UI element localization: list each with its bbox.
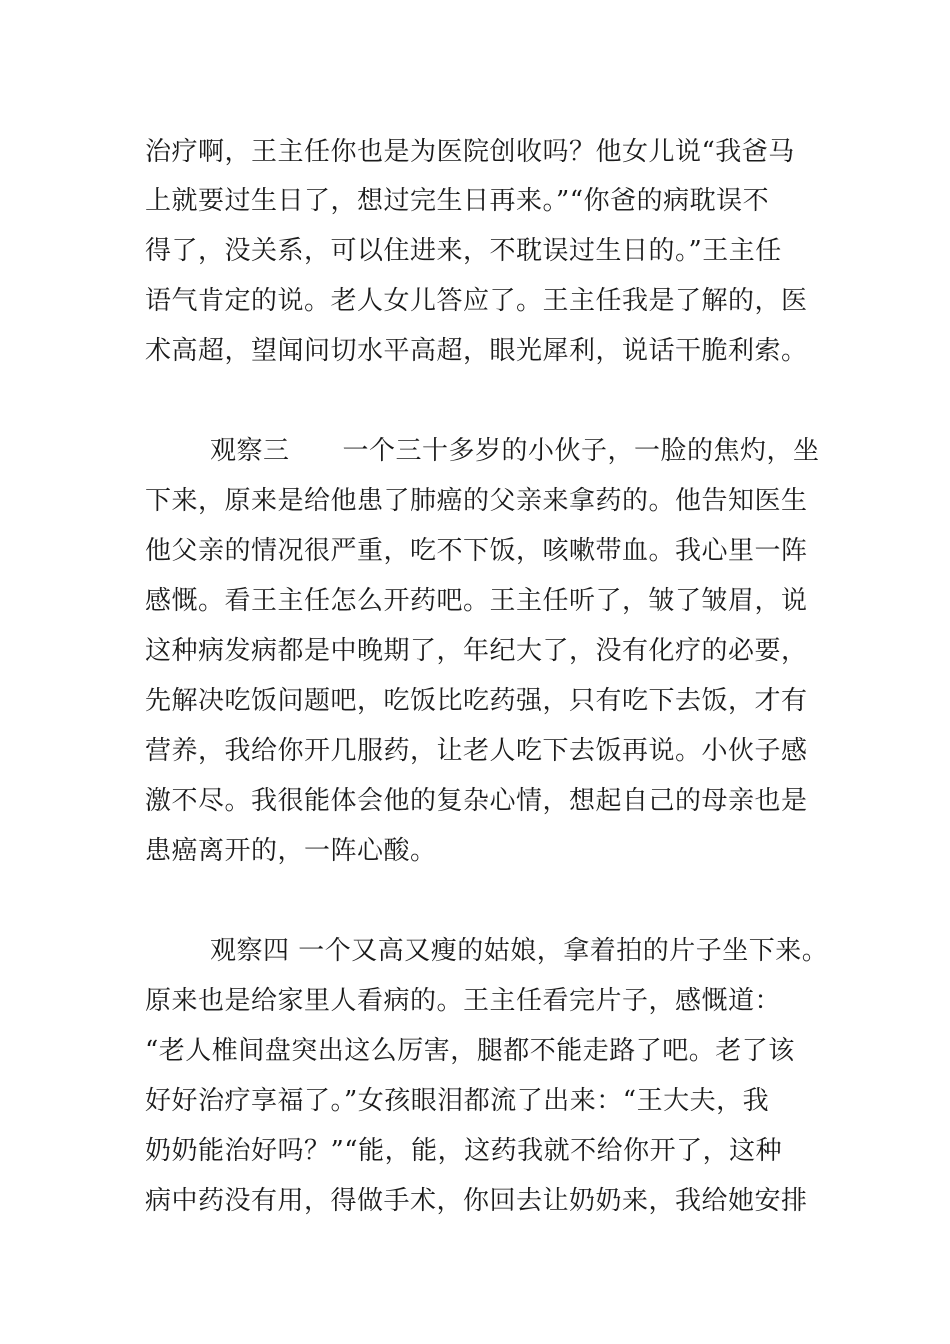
text-line: 得了，没关系，可以住进来，不耽误过生日的。”王主任 xyxy=(145,236,782,266)
text-line: 他父亲的情况很严重，吃不下饭，咳嗽带血。我心里一阵 xyxy=(145,536,808,566)
text-line: 奶奶能治好吗？”“能，能，这药我就不给你开了，这种 xyxy=(145,1136,783,1166)
text-line: 好好治疗享福了。”女孩眼泪都流了出来：“王大夫，我 xyxy=(145,1086,770,1116)
text-line: 上就要过生日了，想过完生日再来。”“你爸的病耽误不 xyxy=(145,186,770,216)
paragraph-start-observation-three: 观察三 一个三十多岁的小伙子，一脸的焦灼，坐 xyxy=(210,436,820,466)
text-line: 术高超，望闻问切水平高超，眼光犀利，说话干脆利索。 xyxy=(145,336,808,366)
text-line: 激不尽。我很能体会他的复杂心情，想起自己的母亲也是 xyxy=(145,786,808,816)
text-line: 营养，我给你开几服药，让老人吃下去饭再说。小伙子感 xyxy=(145,736,808,766)
text-line: 治疗啊，王主任你也是为医院创收吗？他女儿说“我爸马 xyxy=(145,137,795,167)
text-line: 原来也是给家里人看病的。王主任看完片子，感慨道： xyxy=(145,986,782,1016)
text-line: “老人椎间盘突出这么厉害，腿都不能走路了吧。老了该 xyxy=(145,1036,795,1066)
text-line: 感慨。看王主任怎么开药吧。王主任听了，皱了皱眉，说 xyxy=(145,586,808,616)
text-line: 这种病发病都是中晚期了，年纪大了，没有化疗的必要， xyxy=(145,636,808,666)
text-line: 病中药没有用，得做手术，你回去让奶奶来，我给她安排 xyxy=(145,1186,808,1216)
text-line: 患癌离开的，一阵心酸。 xyxy=(145,836,437,866)
text-line: 先解决吃饭问题吧，吃饭比吃药强，只有吃下去饭，才有 xyxy=(145,686,808,716)
paragraph-start-observation-four: 观察四 一个又高又瘦的姑娘，拿着拍的片子坐下来。 xyxy=(210,936,829,966)
text-line: 下来，原来是给他患了肺癌的父亲来拿药的。他告知医生 xyxy=(145,486,808,516)
text-line: 语气肯定的说。老人女儿答应了。王主任我是了解的，医 xyxy=(145,286,808,316)
